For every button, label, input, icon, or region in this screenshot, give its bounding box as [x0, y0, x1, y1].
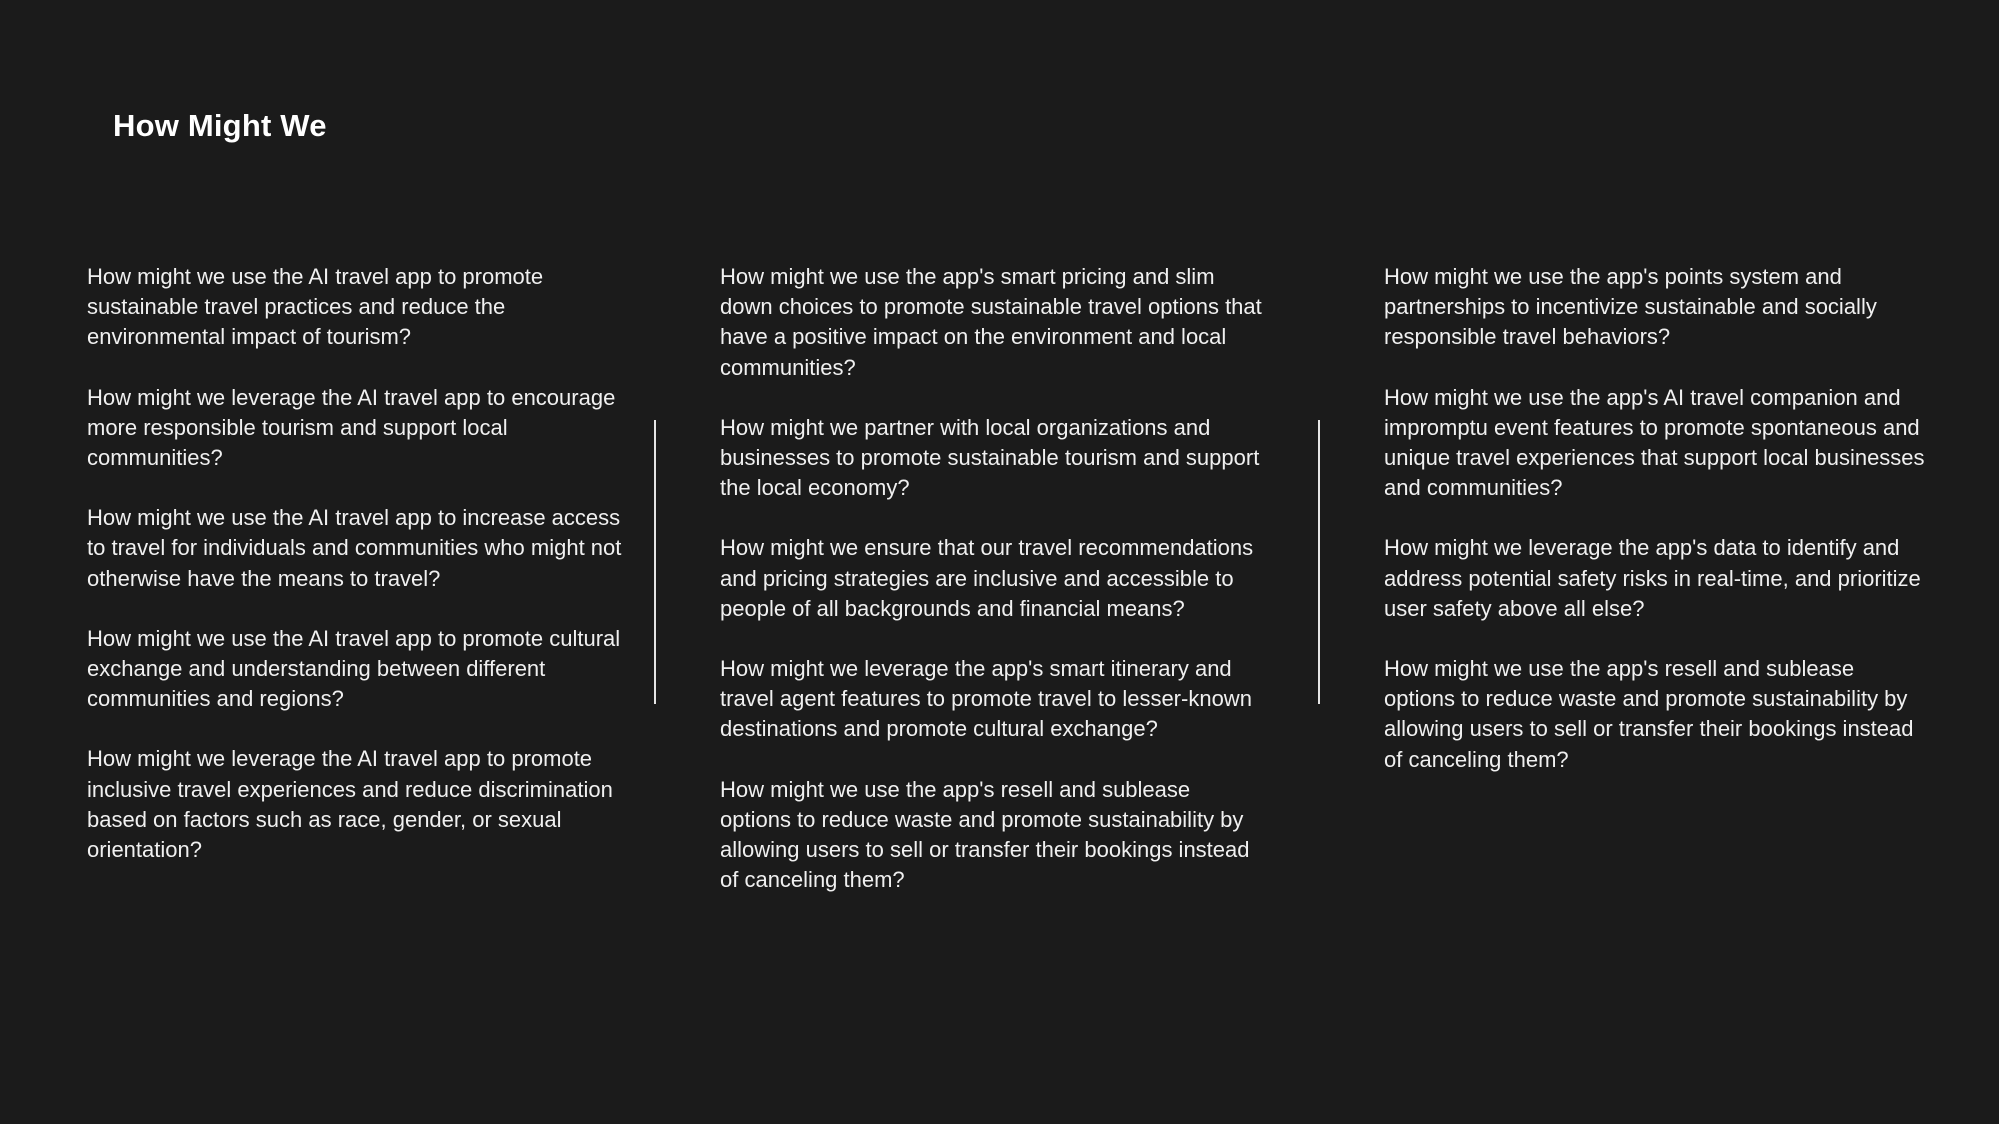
page-title: How Might We [113, 108, 327, 143]
hmw-column-3 [1384, 262, 1929, 805]
hmw-question: How might we use the AI travel app to promote sustainable travel practices and reduce the environmental impact of tourism? [87, 264, 544, 350]
hmw-question: How might we use the app's resell and sublease options to reduce waste and promote sustainability by allowing users to sell or transfer their bookings instead of canceling them? [1384, 656, 1914, 772]
hmw-question: How might we ensure that our travel recommendations and pricing strategies are inclusive and accessible to people of all backgrounds and financial means? [720, 535, 1254, 621]
hmw-question: How might we use the app's AI travel companion and impromptu event features to promote spontaneous and unique travel experiences that support local businesses and communities? [1384, 384, 1925, 501]
hmw-question: How might we leverage the app's smart itinerary and travel agent features to promote travel to lesser-known destinations and promote cultural exchange? [720, 656, 1252, 742]
hmw-column-1 [87, 262, 635, 895]
hmw-question: How might we use the app's smart pricing and slim down choices to promote sustainable travel options that have a positive impact on the environment and local communities? [720, 264, 1262, 380]
column-divider [654, 420, 656, 704]
hmw-question: How might we use the app's points system and partnerships to incentivize sustainable and socially responsible travel behaviors? [1384, 264, 1877, 350]
hmw-question: How might we leverage the AI travel app to encourage more responsible tourism and support local communities? [87, 384, 616, 471]
hmw-question: How might we use the AI travel app to increase access to travel for individuals and communities who might not otherwise have the means to travel? [87, 505, 622, 591]
hmw-question: How might we leverage the app's data to identify and address potential safety risks in real-time, and prioritize user safety above all else? [1384, 535, 1921, 621]
hmw-question: How might we use the AI travel app to promote cultural exchange and understanding between different communities and regions? [87, 625, 621, 712]
hmw-question: How might we leverage the AI travel app to promote inclusive travel experiences and reduce discrimination based on factors such as race, gender, or sexual orientation? [87, 746, 613, 863]
column-divider [1318, 420, 1320, 704]
hmw-question: How might we partner with local organizations and businesses to promote sustainable tourism and support the local economy? [720, 414, 1260, 501]
hmw-column-2 [720, 262, 1265, 925]
hmw-question: How might we use the app's resell and sublease options to reduce waste and promote sustainability by allowing users to sell or transfer their bookings instead of canceling them? [720, 776, 1250, 893]
